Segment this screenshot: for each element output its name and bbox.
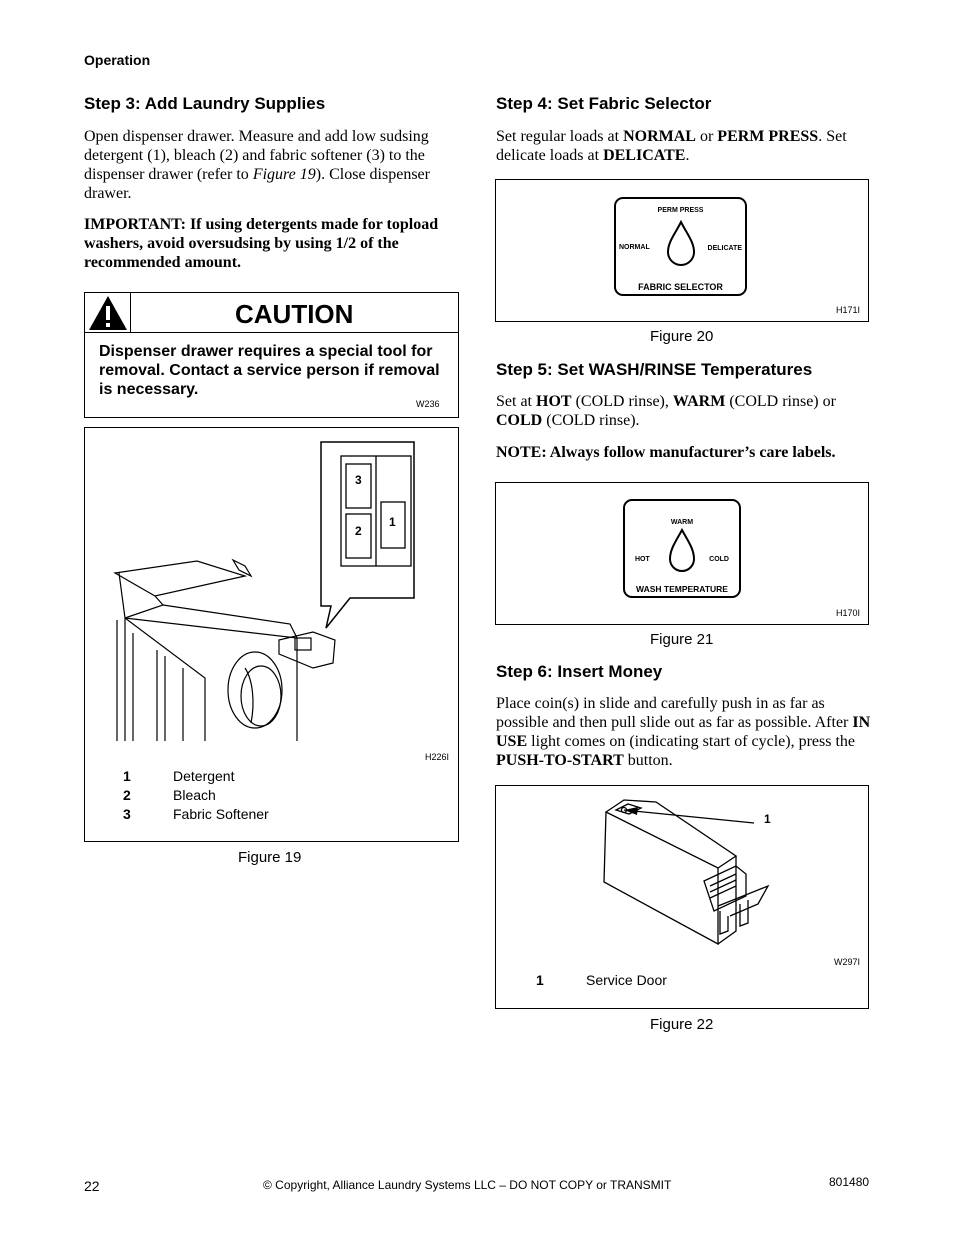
step6-paragraph: Place coin(s) in slide and carefully push in as far as possible and then pull slide out as far as possible. After IN USE light comes on (indicating start of cycle), press the PUSH-TO-START button. <box>496 695 871 769</box>
care-label-note: NOTE: Always follow manufacturer’s care labels. <box>496 444 836 461</box>
step5-heading: Step 5: Set WASH/RINSE Temperatures <box>496 360 813 379</box>
fabric-selector-dial <box>614 197 747 296</box>
callout-1: 1 <box>389 515 396 529</box>
caution-text: Dispenser drawer requires a special tool for removal. Contact a service person if removal is necessary. <box>99 343 440 398</box>
dial-label-left: NORMAL <box>619 244 650 251</box>
washer-drawing <box>115 560 335 741</box>
caution-box <box>84 292 459 418</box>
figure19-caption: Figure 19 <box>238 849 302 866</box>
figure20-box <box>495 179 869 322</box>
caution-code: W236 <box>416 399 440 409</box>
dial-label-top: PERM PRESS <box>657 207 704 214</box>
wash-temperature-dial <box>623 499 741 598</box>
figure19-box <box>84 427 459 842</box>
figure22-legend <box>536 972 667 988</box>
document-number: 801480 <box>829 1175 870 1189</box>
step4-paragraph: Set regular loads at NORMAL or PERM PRESS. Set delicate loads at DELICATE. <box>496 128 847 164</box>
running-header: Operation <box>84 52 151 68</box>
step3-text: Open dispenser drawer. Measure and add low sudsing detergent (1), bleach (2) and fabric softener (3) to the dispenser drawer (refer to <box>84 128 429 183</box>
dial-knob-icon <box>667 528 697 574</box>
figure22-code: W297I <box>834 957 861 967</box>
step3-heading: Step 3: Add Laundry Supplies <box>84 94 326 113</box>
figure21-code: H170I <box>836 608 861 618</box>
warning-triangle-icon <box>85 293 131 333</box>
important-note: IMPORTANT: If using detergents made for topload washers, avoid oversudsing by using 1/2 of the recommended amount. <box>84 216 439 271</box>
figure19-legend <box>123 767 269 824</box>
legend-item: 2 Bleach <box>123 787 216 803</box>
legend-item: 1 Detergent <box>123 768 235 784</box>
washer-dispenser-illustration <box>85 428 458 758</box>
step5-paragraph: Set at HOT (COLD rinse), WARM (COLD rinse) or COLD (COLD rinse). <box>496 393 836 429</box>
callout-2: 2 <box>355 524 362 538</box>
copyright-notice: © Copyright, Alliance Laundry Systems LLC – DO NOT COPY or TRANSMIT <box>263 1178 672 1192</box>
callout-frame <box>321 442 414 628</box>
dial-label-bottom: FABRIC SELECTOR <box>638 282 723 292</box>
callout-leader <box>624 810 754 823</box>
caution-divider <box>131 332 458 333</box>
figure20-caption: Figure 20 <box>650 328 714 345</box>
dial-label-right: COLD <box>709 556 729 563</box>
dial-label-right: DELICATE <box>707 245 742 252</box>
dial-knob-icon <box>665 220 697 268</box>
figure22-box <box>495 785 869 1009</box>
figure21-box <box>495 482 869 625</box>
dial-label-bottom: WASH TEMPERATURE <box>636 584 728 594</box>
figure20-code: H171I <box>836 305 861 315</box>
legend-item: 1 Service Door <box>536 972 667 988</box>
step6-heading: Step 6: Insert Money <box>496 662 663 681</box>
dial-label-top: WARM <box>670 519 694 526</box>
callout-3: 3 <box>355 473 362 487</box>
step3-text-end: ). Close dispenser drawer. <box>84 166 430 202</box>
legend-item: 3 Fabric Softener <box>123 806 269 822</box>
dial-label-left: HOT <box>635 556 650 563</box>
step4-heading: Step 4: Set Fabric Selector <box>496 94 712 113</box>
callout-1: 1 <box>764 812 771 826</box>
step3-paragraph <box>84 127 464 203</box>
caution-icon-cell <box>85 293 131 333</box>
caution-title: CAUTION <box>235 299 354 329</box>
coin-slide-illustration <box>496 786 868 961</box>
page-number: 22 <box>84 1178 100 1194</box>
figure22-caption: Figure 22 <box>650 1016 714 1033</box>
figure19-reference: Figure 19 <box>252 166 316 183</box>
figure21-caption: Figure 21 <box>650 631 714 648</box>
figure19-code: H226I <box>425 752 450 762</box>
